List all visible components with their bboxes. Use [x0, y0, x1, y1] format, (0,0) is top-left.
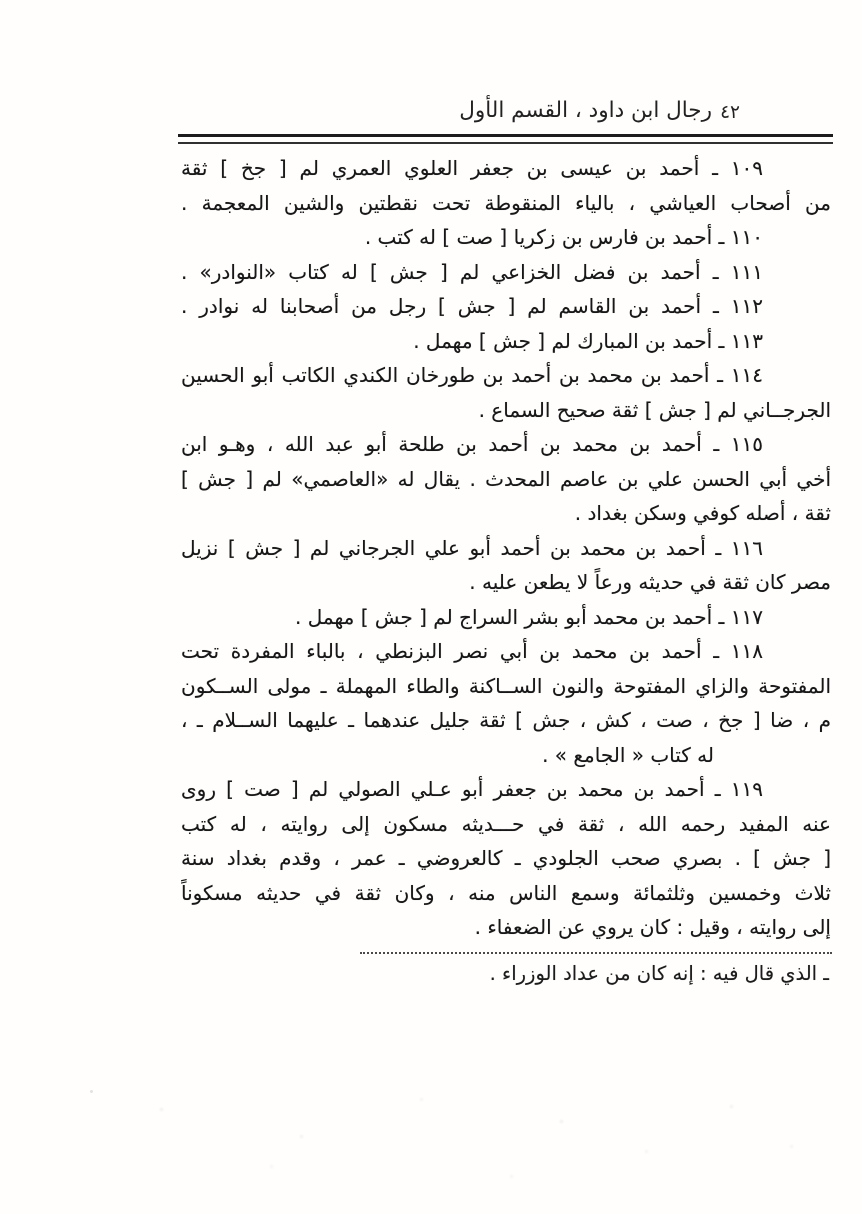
- text-block: [181, 151, 831, 945]
- text-line: ١١٤ ـ أحمد بن محمد بن أحمد بن طورخان الكندي الكاتب أبو الحسين: [181, 363, 763, 387]
- text-line: عنه المفيد رحمه الله ، ثقة في حـــديثه مسكون إلى روايته ، له كتب: [181, 811, 831, 836]
- text-line: المفتوحة والزاي المفتوحة والنون الســاكنة والطاء المهملة ـ مولى الســكون: [181, 673, 831, 698]
- text-line: ١١٢ ـ أحمد بن القاسم لم [ جش ] رجل من أصحابنا له نوادر .: [181, 294, 763, 318]
- text-line: من أصحاب العياشي ، بالياء المنقوطة تحت نقطتين والشين المعجمة .: [181, 190, 831, 215]
- text-line: له كتاب « الجامع » .: [542, 742, 714, 767]
- footnote-separator: [360, 952, 832, 954]
- text-line: ١١٥ ـ أحمد بن محمد بن أحمد بن طلحة أبو عبد الله ، وهـو ابن: [181, 432, 763, 456]
- text-line: ١١٨ ـ أحمد بن محمد بن أبي نصر البزنطي ، بالباء المفردة تحت: [181, 639, 763, 663]
- text-line: ١١٣ ـ أحمد بن المبارك لم [ جش ] مهمل .: [413, 328, 763, 353]
- text-line: ١١٧ ـ أحمد بن محمد أبو بشر السراج لم [ جش ] مهمل .: [295, 604, 763, 629]
- text-line: أخي أبي الحسن علي بن عاصم المحدث . يقال له «العاصمي» لم [ جش ]: [181, 466, 831, 491]
- text-line: ١١٠ ـ أحمد بن فارس بن زكريا [ صت ] له كتب .: [364, 225, 763, 249]
- footnote: ـ الذي قال فيه : إنه كان من عداد الوزراء .: [489, 962, 829, 985]
- text-line: [ جش ] . بصري صحب الجلودي ـ كالعروضي ـ عمر ، وقدم بغداد سنة: [181, 846, 831, 870]
- text-line: م ، ضا [ جخ ، صت ، كش ، جش ] ثقة جليل عندهما ـ عليهما الســلام ـ ،: [181, 708, 831, 732]
- scan-noise: [0, 1080, 862, 1214]
- text-line: ١١١ ـ أحمد بن فضل الخزاعي لم [ جش ] له كتاب «النوادر» .: [181, 259, 763, 284]
- text-line: ١١٩ ـ أحمد بن محمد بن جعفر أبو عـلي الصولي لم [ صت ] روى: [181, 777, 763, 801]
- text-line: مصر كان ثقة في حديثه ورعاً لا يطعن عليه .: [469, 570, 831, 594]
- header-rule: [178, 134, 833, 144]
- text-line: ١٠٩ ـ أحمد بن عيسى بن جعفر العلوي العمري لم [ جخ ] ثقة: [181, 156, 763, 180]
- running-title: رجال ابن داود ، القسم الأول: [459, 98, 712, 123]
- text-line: الجرجــاني لم [ جش ] ثقة صحيح السماع .: [478, 397, 831, 422]
- text-line: ١١٦ ـ أحمد بن محمد بن أحمد أبو علي الجرجاني لم [ جش ] نزيل: [181, 535, 763, 560]
- page-number: ٤٢: [720, 102, 740, 123]
- text-line: ثلاث وخمسين وثلثمائة وسمع الناس منه ، وكان ثقة في حديثه مسكوناً: [181, 880, 831, 905]
- text-line: إلى روايته ، وقيل : كان يروي عن الضعفاء .: [474, 915, 831, 939]
- text-line: ثقة ، أصله كوفي وسكن بغداد .: [574, 501, 831, 525]
